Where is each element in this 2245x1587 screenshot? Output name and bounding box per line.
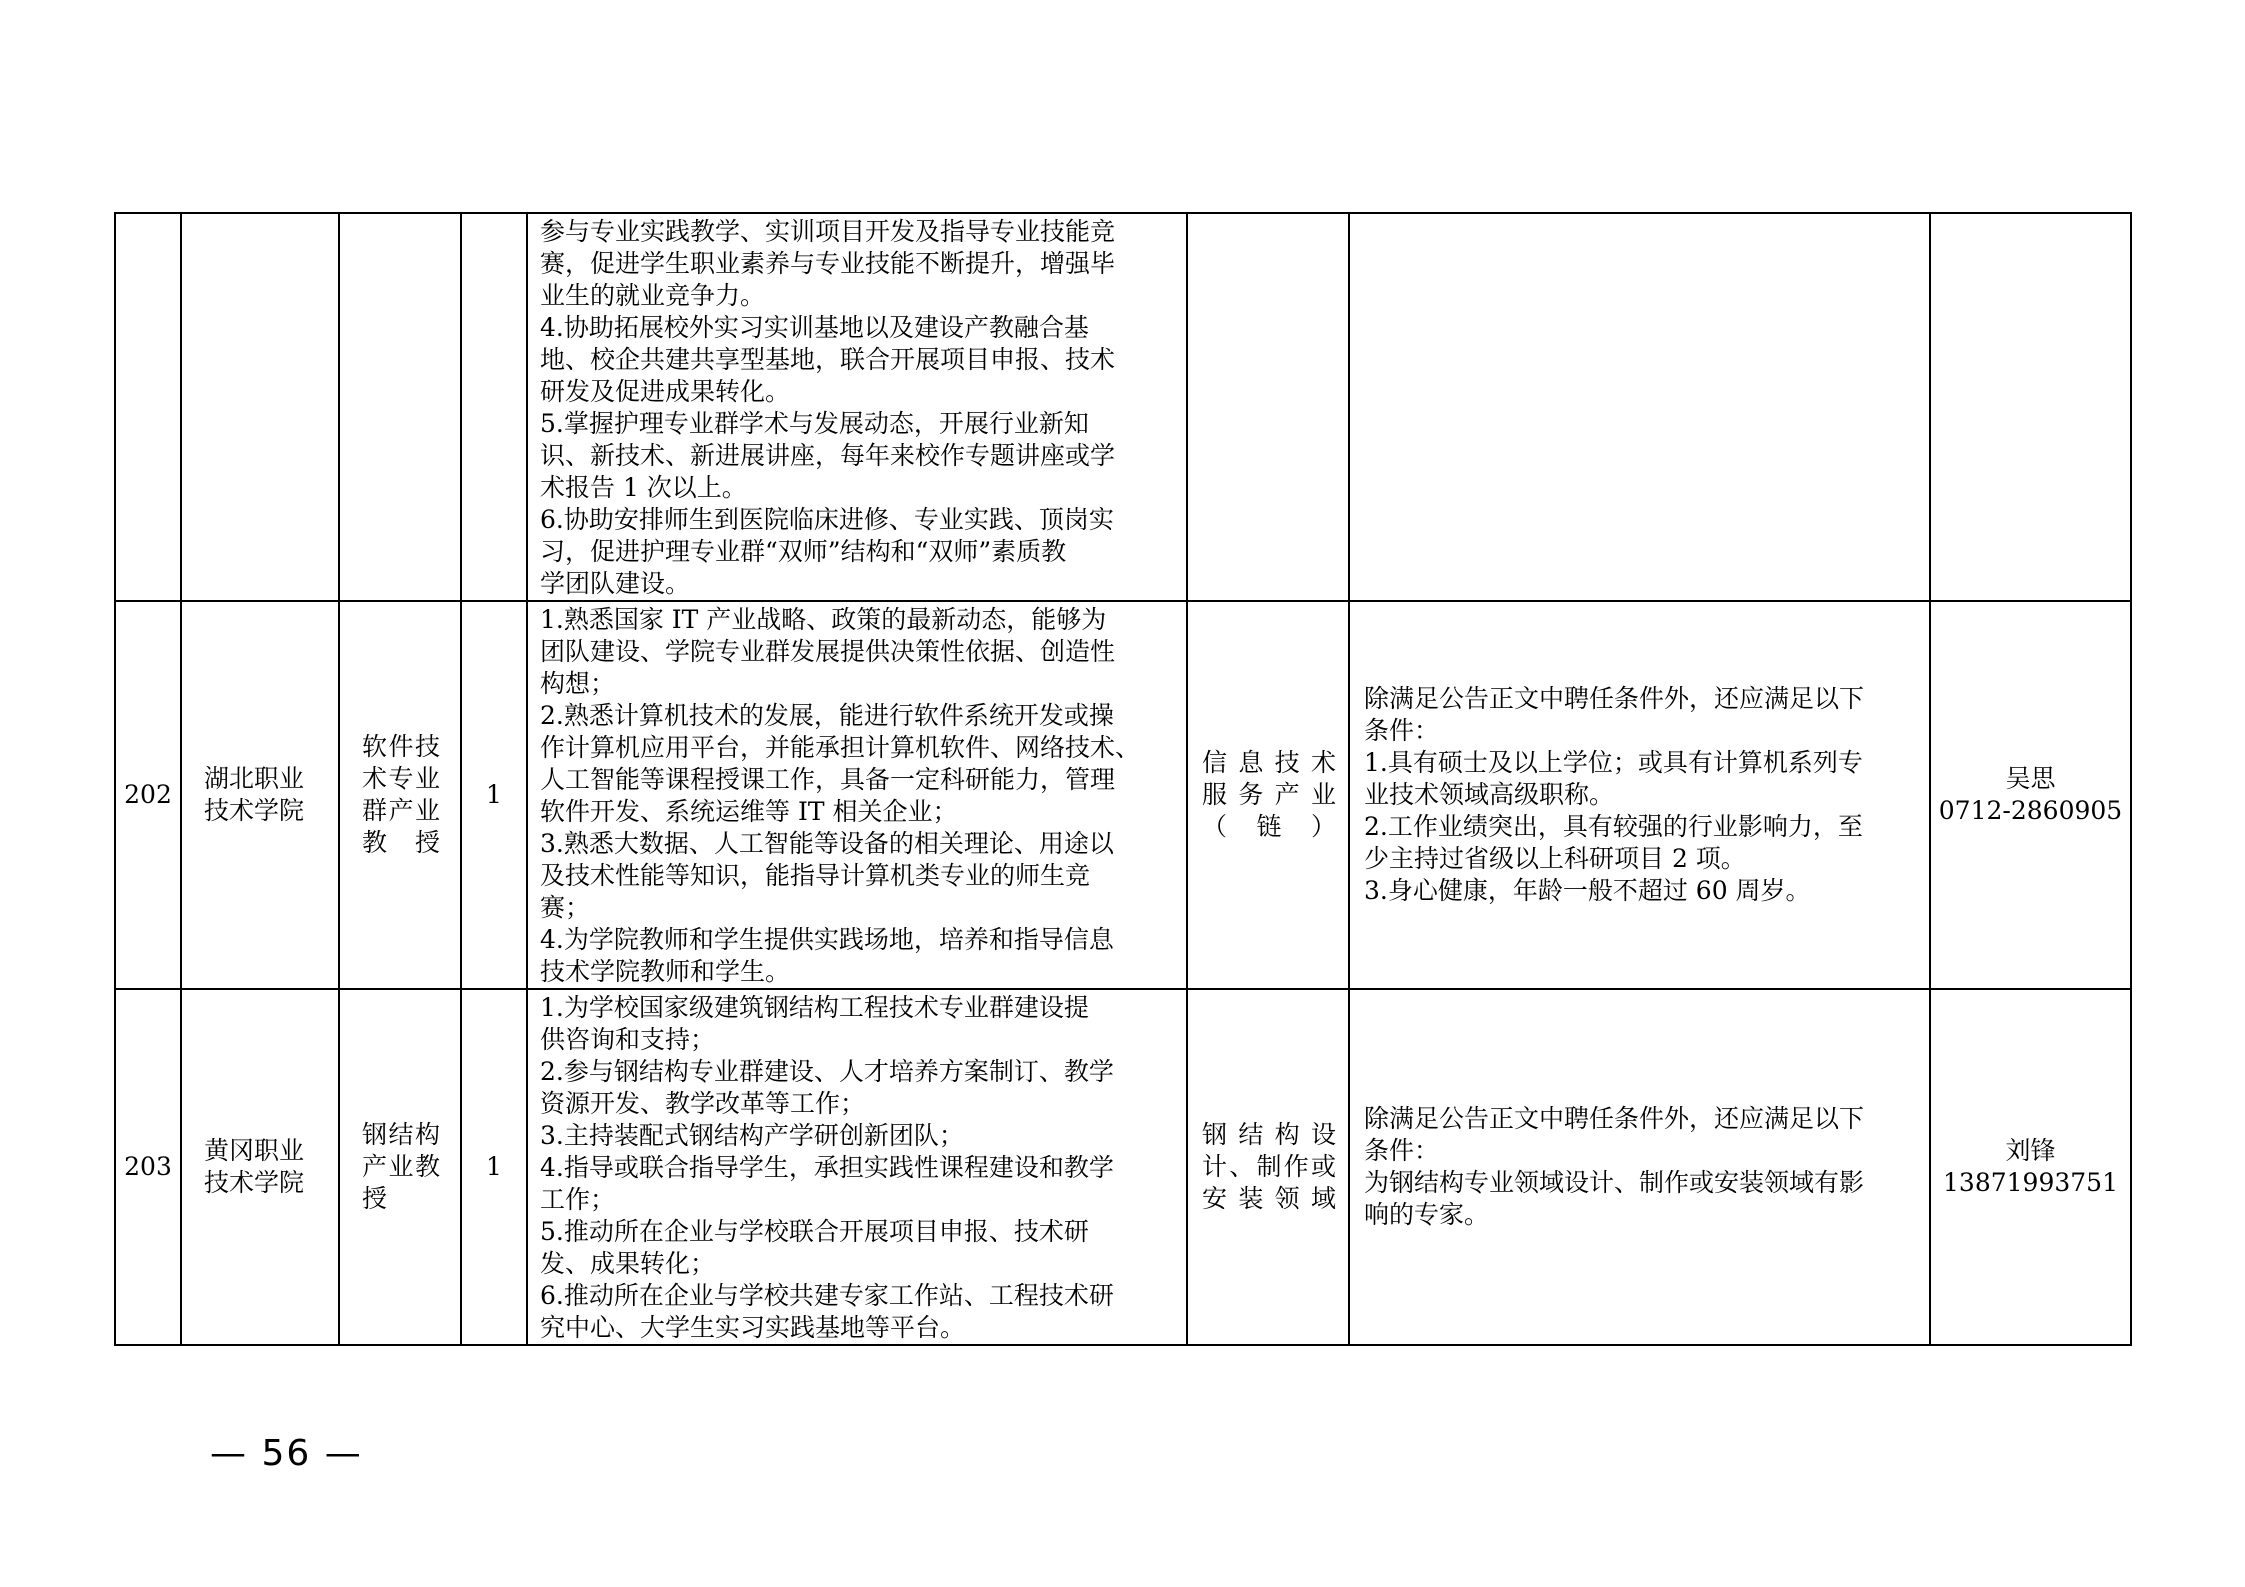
cell-text-line: 发、成果转化； (540, 1249, 716, 1278)
cell-text-line: 技术学院 (204, 1168, 305, 1197)
cell-text-line: 2.工作业绩突出，具有较强的行业影响力，至 (1364, 812, 1863, 841)
cell-text-line: 4.为学院教师和学生提供实践场地，培养和指导信息 (540, 925, 1114, 954)
cell-text-line: 构想； (540, 669, 616, 698)
cell-field (1187, 601, 1349, 989)
cell-text-line: 6.推动所在企业与学校共建专家工作站、工程技术研 (540, 1281, 1114, 1310)
cell-contact (1930, 989, 2131, 1345)
cell-position (339, 213, 461, 601)
cell-text-line: 技术学院 (204, 796, 305, 825)
cell-text-line: 计、制作或 (1202, 1152, 1336, 1181)
cell-text-line: 群产业 (362, 796, 440, 825)
cell-text-line: 为钢结构专业领域设计、制作或安装领域有影 (1364, 1168, 1865, 1197)
table-row (115, 601, 2131, 989)
cell-contact (1930, 601, 2131, 989)
cell-text-line: 4.协助拓展校外实习实训基地以及建设产教融合基 (540, 313, 1089, 342)
cell-text-line: 供咨询和支持； (540, 1025, 716, 1054)
cell-text-line: 软件技 (362, 732, 440, 761)
page-number: — 56 — (210, 1433, 363, 1474)
cell-text-line: 1.为学校国家级建筑钢结构工程技术专业群建设提 (540, 993, 1089, 1022)
cell-text-line: 5.推动所在企业与学校联合开展项目申报、技术研 (540, 1217, 1089, 1246)
cell-text-line: 地、校企共建共享型基地，联合开展项目申报、技术 (540, 345, 1116, 374)
cell-text-line: 术专业 (362, 764, 440, 793)
cell-text-line: 究中心、大学生实习实践基地等平台。 (540, 1313, 966, 1342)
cell-text-line: 钢结构 (362, 1120, 440, 1149)
cell-text-line: 除满足公告正文中聘任条件外，还应满足以下 (1364, 1104, 1865, 1133)
cell-text-line: 6.协助安排师生到医院临床进修、专业实践、顶岗实 (540, 505, 1114, 534)
cell-text-line: 技术学院教师和学生。 (540, 957, 791, 986)
cell-text-line: 习，促进护理专业群“双师”结构和“双师”素质教 (540, 537, 1067, 566)
table-body (115, 213, 2131, 1345)
cell-duties (527, 601, 1187, 989)
cell-text-line: 工作； (540, 1185, 616, 1214)
cell-text-line: 1.具有硕士及以上学位；或具有计算机系列专 (1364, 748, 1863, 777)
cell-text-line: 赛，促进学生职业素养与专业技能不断提升，增强毕 (540, 249, 1116, 278)
cell-text-line: 4.指导或联合指导学生，承担实践性课程建设和教学 (540, 1153, 1114, 1182)
cell-text-line: 1.熟悉国家 IT 产业战略、政策的最新动态，能够为 (540, 605, 1107, 634)
cell-count: 1 (461, 989, 527, 1345)
cell-text-line: 人工智能等课程授课工作，具备一定科研能力，管理 (540, 765, 1116, 794)
cell-text-line: 响的专家。 (1364, 1200, 1490, 1229)
cell-field (1187, 213, 1349, 601)
table-row (115, 213, 2131, 601)
cell-text-line: （链） (1202, 812, 1336, 841)
cell-duties (527, 213, 1187, 601)
cell-text-line: 业生的就业竞争力。 (540, 281, 766, 310)
cell-text-line: 3.主持装配式钢结构产学研创新团队； (540, 1121, 964, 1150)
cell-contact (1930, 213, 2131, 601)
cell-text-line: 5.掌握护理专业群学术与发展动态，开展行业新知 (540, 409, 1089, 438)
cell-text-line: 13871993751 (1943, 1168, 2118, 1197)
cell-text-line: 研发及促进成果转化。 (540, 377, 791, 406)
cell-requirements (1349, 989, 1930, 1345)
cell-count: 1 (461, 601, 527, 989)
cell-text-line: 钢结构设 (1202, 1120, 1336, 1149)
cell-text-line: 条件： (1364, 716, 1440, 745)
cell-text-line: 黄冈职业 (204, 1136, 305, 1165)
cell-field (1187, 989, 1349, 1345)
cell-text-line: 识、新技术、新进展讲座，每年来校作专题讲座或学 (540, 441, 1116, 470)
cell-count (461, 213, 527, 601)
cell-unit (181, 989, 339, 1345)
cell-text-line: 产业教 (362, 1152, 440, 1181)
cell-text-line: 0712-2860905 (1938, 796, 2123, 825)
cell-text-line: 3.身心健康，年龄一般不超过 60 周岁。 (1364, 876, 1811, 905)
cell-text-line: 参与专业实践教学、实训项目开发及指导专业技能竞 (540, 217, 1116, 246)
cell-requirements (1349, 601, 1930, 989)
cell-text-line: 除满足公告正文中聘任条件外，还应满足以下 (1364, 684, 1865, 713)
cell-number: 202 (115, 601, 181, 989)
cell-number (115, 213, 181, 601)
cell-text-line: 业技术领域高级职称。 (1364, 780, 1615, 809)
cell-text-line: 2.熟悉计算机技术的发展，能进行软件系统开发或操 (540, 701, 1114, 730)
cell-position (339, 989, 461, 1345)
cell-text-line: 3.熟悉大数据、人工智能等设备的相关理论、用途以 (540, 829, 1114, 858)
cell-duties (527, 989, 1187, 1345)
recruitment-table (114, 212, 2132, 1346)
cell-text-line: 信息技术 (1202, 748, 1336, 777)
cell-text-line: 学团队建设。 (540, 569, 691, 598)
cell-unit (181, 213, 339, 601)
cell-number: 203 (115, 989, 181, 1345)
cell-text-line: 术报告 1 次以上。 (540, 473, 747, 502)
cell-unit (181, 601, 339, 989)
cell-text-line: 刘锋 (2005, 1136, 2056, 1165)
cell-text-line: 2.参与钢结构专业群建设、人才培养方案制订、教学 (540, 1057, 1114, 1086)
cell-text-line: 赛； (540, 893, 591, 922)
cell-text-line: 授 (362, 1184, 388, 1213)
cell-text-line: 湖北职业 (204, 764, 305, 793)
cell-text-line: 软件开发、系统运维等 IT 相关企业； (540, 797, 958, 826)
table-row (115, 989, 2131, 1345)
cell-position (339, 601, 461, 989)
cell-text-line: 服务产业 (1202, 780, 1336, 809)
cell-text-line: 条件： (1364, 1136, 1440, 1165)
cell-text-line: 安装领域 (1202, 1184, 1336, 1213)
cell-text-line: 团队建设、学院专业群发展提供决策性依据、创造性 (540, 637, 1116, 666)
cell-text-line: 少主持过省级以上科研项目 2 项。 (1364, 844, 1746, 873)
cell-requirements (1349, 213, 1930, 601)
cell-text-line: 吴思 (2005, 764, 2056, 793)
cell-text-line: 资源开发、教学改革等工作； (540, 1089, 866, 1118)
cell-text-line: 作计算机应用平台，并能承担计算机软件、网络技术、 (540, 733, 1141, 762)
cell-text-line: 及技术性能等知识，能指导计算机类专业的师生竞 (540, 861, 1091, 890)
cell-text-line: 教授 (362, 828, 440, 857)
